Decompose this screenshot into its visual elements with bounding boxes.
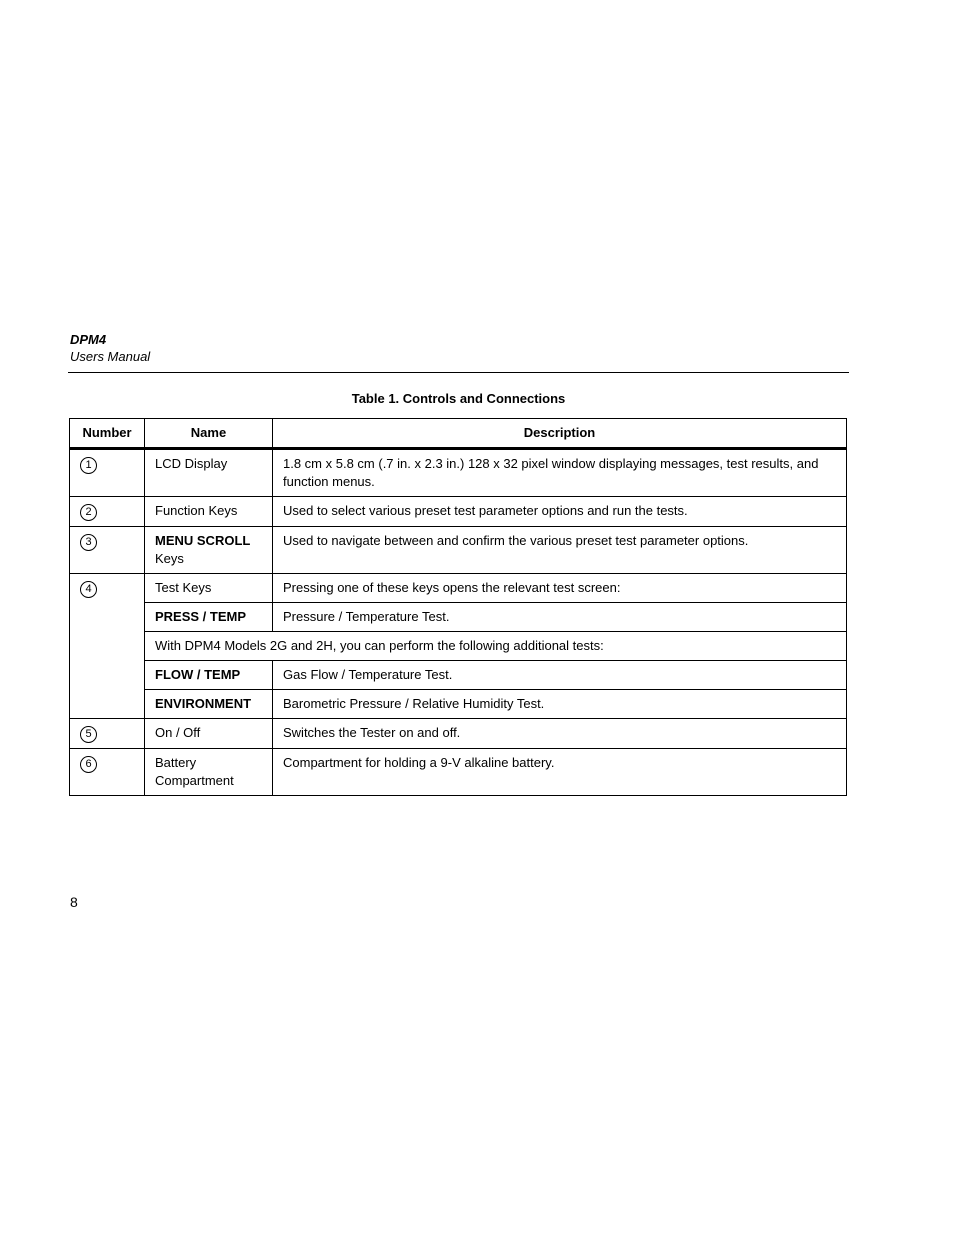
row-description-cell: Compartment for holding a 9-V alkaline battery. (273, 749, 847, 796)
key-name-suffix: Keys (155, 551, 184, 566)
row-name-cell: On / Off (145, 719, 273, 749)
table-header-row (70, 419, 847, 449)
row-name-cell: Battery Compartment (145, 749, 273, 796)
row-description-cell: Barometric Pressure / Relative Humidity Test. (273, 690, 847, 719)
column-header-name: Name (145, 419, 273, 449)
table-row (70, 497, 847, 527)
document-title: DPM4 (70, 332, 107, 347)
row-number-cell (70, 749, 145, 796)
table-row (70, 574, 847, 603)
table-caption: Table 1. Controls and Connections (351, 391, 566, 406)
table-row (70, 690, 847, 719)
row-description-cell: 1.8 cm x 5.8 cm (.7 in. x 2.3 in.) 128 x 32 pixel window displaying messages, test results, and function menus. (273, 449, 847, 497)
row-name-cell: Test Keys (145, 574, 273, 603)
row-number-cell (70, 449, 145, 497)
page-header (70, 331, 849, 366)
row-name-cell: PRESS / TEMP (145, 603, 273, 632)
circled-number: 3 (80, 534, 97, 551)
row-name-cell: FLOW / TEMP (145, 661, 273, 690)
row-description-cell: Pressing one of these keys opens the relevant test screen: (273, 574, 847, 603)
table-note-row (70, 632, 847, 661)
circled-number: 2 (80, 504, 97, 521)
column-header-description: Description (273, 419, 847, 449)
row-note-cell: With DPM4 Models 2G and 2H, you can perform the following additional tests: (145, 632, 847, 661)
circled-number: 1 (80, 457, 97, 474)
row-description-cell: Gas Flow / Temperature Test. (273, 661, 847, 690)
page-number: 8 (70, 894, 78, 910)
header-divider (68, 372, 849, 373)
circled-number: 5 (80, 726, 97, 743)
document-subtitle: Users Manual (70, 349, 151, 364)
table-row (70, 719, 847, 749)
row-description-cell: Switches the Tester on and off. (273, 719, 847, 749)
column-header-number: Number (70, 419, 145, 449)
table-row (70, 749, 847, 796)
row-description-cell: Used to navigate between and confirm the various preset test parameter options. (273, 527, 847, 574)
circled-number: 4 (80, 581, 97, 598)
row-number-cell (70, 719, 145, 749)
row-description-cell: Used to select various preset test parameter options and run the tests. (273, 497, 847, 527)
controls-table (69, 418, 847, 796)
row-name-cell: ENVIRONMENT (145, 690, 273, 719)
row-number-cell (70, 497, 145, 527)
circled-number: 6 (80, 756, 97, 773)
row-description-cell: Pressure / Temperature Test. (273, 603, 847, 632)
key-name-bold: MENU SCROLL (155, 533, 251, 548)
table-row (70, 527, 847, 574)
table-row (70, 661, 847, 690)
row-name-cell: Function Keys (145, 497, 273, 527)
table-row (70, 603, 847, 632)
table-row (70, 449, 847, 497)
row-number-cell (70, 527, 145, 574)
row-name-cell: LCD Display (145, 449, 273, 497)
row-name-cell (145, 527, 273, 574)
row-number-cell (70, 574, 145, 719)
